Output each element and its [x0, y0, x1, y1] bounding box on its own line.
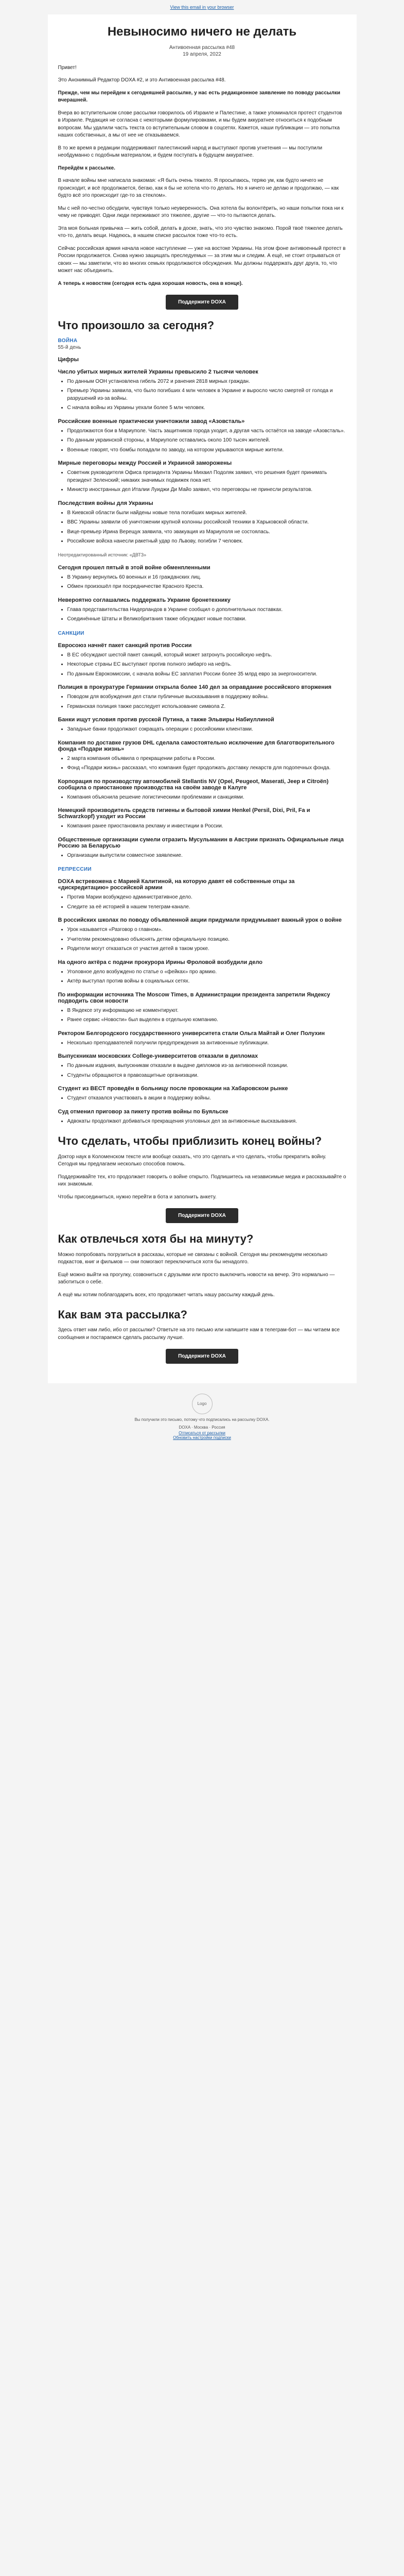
student-title: Студент из ВЕСТ проведён в больницу после провокации на Хабаровском рынке [58, 1086, 288, 1092]
list-item: • Фонд «Подари жизнь» рассказал, что компания будет продолжать доставку лекарств для подопечных фонда. [67, 765, 346, 772]
list-item: • Продолжаются бои в Мариуполе. Часть защитников города уходит, а другая часть остаётся на заводе «Азовсталь». [67, 428, 346, 435]
email-card [48, 14, 357, 1383]
list-item: • Соединённые Штаты и Великобритания также обсуждают новые поставки. [67, 616, 346, 623]
consequences-list [58, 510, 346, 546]
repression-title-3: На одного актёра с подачи прокурора Ирины Фроловой возбудили дело [58, 959, 262, 965]
footer-line: Вы получили это письмо, потому что подписались на рассылку DOXA. [134, 1417, 270, 1422]
email-footer [48, 1388, 357, 1450]
good-news-title: Суд отменил приговор за пикету против войны по Буяльске [58, 1108, 229, 1115]
peace-heading: Что сделать, чтобы приблизить конец войны? [58, 1134, 322, 1148]
repression-label: РЕПРЕССИИ [58, 867, 92, 873]
list-item: • Адвокаты продолжают добиваться прекращения уголовных дел за антивоенные высказывания. [67, 1118, 346, 1126]
intro-p2: Прежде, чем мы перейдем к сегодняшней рассылке, у нас есть редакционное заявление по поводу рассылки вчерашней. [58, 90, 340, 104]
issue-label: Антивоенная рассылка #48 [169, 44, 235, 50]
intro-p10: А теперь к новостям (сегодня есть одна хорошая новость, она в конце). [58, 280, 243, 286]
sanctions-label: САНКЦИИ [58, 630, 84, 636]
cta-wrap-3 [58, 1349, 346, 1364]
supplies-title: Невероятно соглашались поддержать Украине бронетехнику [58, 597, 231, 603]
exchange-title: Сегодня прошел пятый в этой войне обменпленными [58, 564, 210, 571]
list-item: • Министр иностранных дел Италии Луиджи Ди Майо заявил, что переговоры не принесли результатов. [67, 486, 346, 494]
intro-p8: Эта моя больная привычка — жить собой, делать в доске, знать, что это чувство знакомо. Порой твоё тяжелее делать что-то, делать вещи. Надеюсь, в нашем списке рассылок тоже что-то есть. [58, 225, 343, 239]
support-doxa-button[interactable]: Поддержите DOXA [166, 295, 238, 310]
company-list-2 [58, 794, 346, 802]
list-item: • По данным ООН установлена гибель 2072 и ранения 2818 мирных граждан. [67, 378, 346, 386]
repression-list-3 [58, 969, 346, 986]
footer-address: DOXA · Москва · Россия [179, 1425, 225, 1430]
supplies-list [58, 606, 346, 623]
topbar [0, 0, 404, 14]
list-item: • По данным украинской стороны, в Мариуполе оставались около 100 тысяч жителей. [67, 437, 346, 445]
list-item: • Вице-премьер Ирина Верещук заявила, что эвакуация из Мариуполя не состоялась. [67, 529, 346, 536]
company-list-3 [58, 823, 346, 831]
support-doxa-button[interactable]: Поддержите DOXA [166, 1208, 238, 1223]
repression-list-2 [58, 926, 346, 953]
peace-talks-list [58, 469, 346, 494]
list-item: • Военные говорят, что бомбы попадали по заводу, на котором укрываются мирные жители. [67, 447, 346, 454]
list-item: • Организации выпустили совместное заявление. [67, 852, 346, 860]
sanctions-list-3 [58, 726, 346, 734]
list-item: • Некоторые страны ЕС выступают против полного эмбарго на нефть. [67, 661, 346, 669]
list-item: • Глава представительства Нидерландов в Украине сообщил о дополнительных поставках. [67, 606, 346, 614]
logo-icon: Logo [192, 1394, 213, 1414]
war-day: 55-й день [58, 344, 81, 350]
unsubscribe-link[interactable]: Отписаться от рассылки [179, 1431, 225, 1436]
repression-title-5: Ректором Белгородского государственного университета стали Ольга Майтай и Олег Полухин [58, 1030, 325, 1037]
peace-p1: Доктор наук в Коломенском тексте или вообще сказать, что это сделать и что сделать, чтобы прекратить войну. Сегодня мы предлагаем несколько способов помочь. [58, 1154, 326, 1167]
exchange-list [58, 574, 346, 591]
war-label: ВОЙНА [58, 337, 78, 344]
attack-title: Российские военные практически уничтожили завод «Азовсталь» [58, 418, 245, 425]
repression-title-4: По информации источника The Moscow Times, в Администрации президента запретили Яндексу подводить свои новости [58, 991, 330, 1004]
peace-talks-title: Мирные переговоры между Россией и Украиной заморожены [58, 460, 232, 467]
list-item: • Несколько преподавателей получили предупреждения за антивоенные публикации. [67, 1040, 346, 1047]
list-item: • В Киевской области были найдены новые тела погибших мирных жителей. [67, 510, 346, 517]
list-item: • Премьер Украины заявила, что было погибших 4 млн человек в Украине и выросло число смертей от голода и разрушений из-за войны. [67, 387, 346, 402]
list-item: • Следите за её историей в нашем телеграм-канале. [67, 904, 346, 911]
repression-list-4 [58, 1007, 346, 1024]
peace-p3: Чтобы присоединиться, нужно перейти в бота и заполнить анкету. [58, 1194, 217, 1200]
attack-list [58, 428, 346, 454]
repression-title-2: В российских школах по поводу объявленной акции придумали придумывает важный урок о войне [58, 917, 342, 924]
list-item: • Против Марии возбуждено административное дело. [67, 894, 346, 902]
list-item: • Учителям рекомендовано объяснять детям официальную позицию. [67, 936, 346, 944]
news-heading: Что произошло за сегодня? [58, 319, 215, 332]
break-p1: Можно попробовать погрузиться в рассказы, которые не связаны с войной. Сегодня мы рекомендуем несколько подкастов, книг и фильмов — они помогают переключиться хотя бы ненадолго. [58, 1251, 328, 1265]
repression-list-5 [58, 1040, 346, 1047]
list-item: • По данным издания, выпускникам отказали в выдаче дипломов из-за антивоенной позиции. [67, 1062, 346, 1070]
good-news-list [58, 1118, 346, 1126]
list-item: • Студенты обращаются в правозащитные организации. [67, 1072, 346, 1080]
list-item: • Ранее сервис «Новости» был выделен в отдельную компанию. [67, 1016, 346, 1024]
numbers-list [58, 378, 346, 412]
email-title: Невыносимо ничего не делать [107, 25, 297, 39]
list-item: • 2 марта компания объявила о прекращении работы в России. [67, 755, 346, 763]
break-heading: Как отвлечься хотя бы на минуту? [58, 1232, 254, 1246]
sanctions-title-3: Банки ищут условия против русской Путина, а также Эльвиры Набиуллиной [58, 717, 274, 723]
company-title-4: Общественные организации сумели отразить Мусульманин в Австрии признать Официальные лица Россию за Беларусью [58, 836, 344, 849]
break-p3: А ещё мы хотим поблагодарить всех, кто продолжает читать нашу рассылку каждый день. [58, 1292, 275, 1298]
cta-wrap-1 [58, 295, 346, 310]
sources-note: Неотредактированный источник: «ДВТЗ» [58, 552, 147, 557]
list-item: • Компания ранее приостановила рекламу и инвестиции в России. [67, 823, 346, 831]
feedback-heading: Как вам эта рассылка? [58, 1308, 187, 1321]
cta-wrap-2 [58, 1208, 346, 1223]
numbers-title: Число убитых мирных жителей Украины превысило 2 тысячи человек [58, 368, 258, 375]
list-item: • Родители могут отказаться от участия детей в таком уроке. [67, 945, 346, 953]
institution-title: Выпускникам московских College-университетов отказали в дипломах [58, 1053, 258, 1060]
numbers-label: Цифры [58, 356, 79, 363]
intro-p3: Вчера во вступительном слове рассылки говорилось об Израиле и Палестине, а также упоминался протест студентов в Израиле. Редакция не согласна с некоторыми формулировками, и мы будем аккуратнее относиться к подобным вопросам. Мы удалили часть текста со вступительным словом в соцсетях. Кажется, наши публикации — это попытка наших собственных, а мы от нее не отказываемся. [58, 110, 342, 139]
intro-p6: В начале войны мне написала знакомая: «Я быть очень тяжело. Я просыпаюсь, теряю ум, как будто ничего не происходит, и всё продолжается, бегаю, как я бы не хотела что-то делать. Но я ничего не делаю и продолжаю, — как будто всё это происходит где-то за стеклом». [58, 178, 339, 199]
list-item: • По данным Еврокомиссии, с начала войны ЕС заплатил России более 35 млрд евро за энергоносители. [67, 671, 346, 679]
list-item: • Обмен произошёл при посредничестве Красного Креста. [67, 583, 346, 591]
sanctions-title-2: Полиция в прокуратуре Германии открыла более 140 дел за оправдание российского вторжения [58, 684, 331, 691]
list-item: • Поводом для возбуждения дел стали публичные высказывания в поддержку войны. [67, 693, 346, 701]
company-title-1: Компания по доставке грузов DHL сделала самостоятельно исключение для благотворительного фонда «Подари жизнь» [58, 739, 335, 752]
list-item: • Советник руководителя Офиса президента Украины Михаил Подоляк заявил, что решения будет принимать президент Зеленский; никаких значимых подвижек пока нет. [67, 469, 346, 484]
intro-p5: Перейдём к рассылке. [58, 165, 115, 171]
institution-list [58, 1062, 346, 1079]
feedback-p1: Здесь ответ нам либо, ибо от рассылки? Ответьте на это письмо или напишите нам в телеграм-бот — мы читаем все сообщения и постараемся сделать рассылку лучше. [58, 1327, 340, 1341]
list-item: • В Яндексе эту информацию не комментируют. [67, 1007, 346, 1015]
list-item: • Германская полиция также расследует использование символа Z. [67, 703, 346, 711]
greeting: Привет! [58, 64, 77, 71]
sanctions-title-1: Евросоюз начнёт пакет санкций против России [58, 642, 192, 649]
consequences-title: Последствия войны для Украины [58, 500, 153, 506]
company-list-1 [58, 755, 346, 772]
intro-p1: Это Анонимный Редактор DOXA #2, и это Антивоенная рассылка #48. [58, 77, 226, 83]
break-p2: Ещё можно выйти на прогулку, созвониться с друзьями или просто выключить новости на вечер. Это нормально — заботиться о себе. [58, 1272, 335, 1285]
list-item: • Урок называется «Разговор о главном». [67, 926, 346, 934]
list-item: • Уголовное дело возбуждено по статье о «фейках» про армию. [67, 969, 346, 976]
repression-list-1 [58, 894, 346, 911]
sanctions-list-1 [58, 652, 346, 679]
update-preferences-link[interactable]: Обновить настройки подписки [173, 1435, 231, 1440]
list-item: • Актёр выступал против войны в социальных сетях. [67, 978, 346, 986]
view-in-browser-link[interactable]: View this email in your browser [170, 5, 234, 10]
company-list-4 [58, 852, 346, 860]
sanctions-list-2 [58, 693, 346, 710]
list-item: • Студент отказался участвовать в акции в поддержку войны. [67, 1095, 346, 1103]
list-item: • С начала войны из Украины уехали более 5 млн человек. [67, 404, 346, 412]
issue-date: 19 апреля, 2022 [183, 51, 221, 57]
list-item: • Компания объяснила решение логистическими проблемами и санкциями. [67, 794, 346, 802]
list-item: • ВВС Украины заявили об уничтожении крупной колонны российской техники в Харьковской области. [67, 519, 346, 527]
support-doxa-button[interactable]: Поддержите DOXA [166, 1349, 238, 1364]
company-title-3: Немецкий производитель средств гигиены и бытовой химии Henkel (Persil, Dixi, Pril, Fa и Schwarzkopf) уходит из России [58, 807, 310, 820]
list-item: • Западные банки продолжают сокращать операции с российскими клиентами. [67, 726, 346, 734]
intro-p7: Мы с ней по-честно обсудили, чувствуя только неуверенность. Она хотела бы волонтёрить, но наши попытки пока ни к чему не приводят. Одни люди переживают это тяжелее, другие — что-то пытаются делать. [58, 205, 344, 219]
intro-p4: В то же время в редакции поддерживают палестинский народ и выступают против угнетения — мы поступили необдуманно с подобным материалом, и будем поступать в будущем аккуратнее. [58, 145, 323, 159]
company-title-2: Корпорация по производству автомобилей Stellantis NV (Opel, Peugeot, Maserati, Jeep и Citroën) сообщила о приостановке производства на своём заводе в Калуге [58, 778, 329, 791]
peace-p2: Поддерживайте тех, кто продолжает говорить о войне открыто. Подпишитесь на независимые медиа и рассказывайте о них знакомым. [58, 1174, 346, 1188]
list-item: • В ЕС обсуждают шестой пакет санкций, который может затронуть российскую нефть. [67, 652, 346, 659]
list-item: • В Украину вернулись 60 военных и 16 гражданских лиц. [67, 574, 346, 582]
repression-title-1: DOXA встревожена с Марией Калитиной, на которую давят её собственные отцы за «дискредитацию» российской армии [58, 878, 295, 891]
student-list [58, 1095, 346, 1103]
list-item: • Российские войска нанесли ракетный удар по Львову, погибли 7 человек. [67, 538, 346, 546]
intro-p9: Сейчас российская армия начала новое наступление — уже на востоке Украины. На этом фоне антивоенный протест в России продолжается. Снова нужно защищать преследуемых — за этим мы и следим. А ещё, не стоит отрываться от своих — мы заметили, что во многих семьях продолжаются обсуждения. Мы должны поддержать друг друга, то, что может нас объединить. [58, 245, 346, 274]
